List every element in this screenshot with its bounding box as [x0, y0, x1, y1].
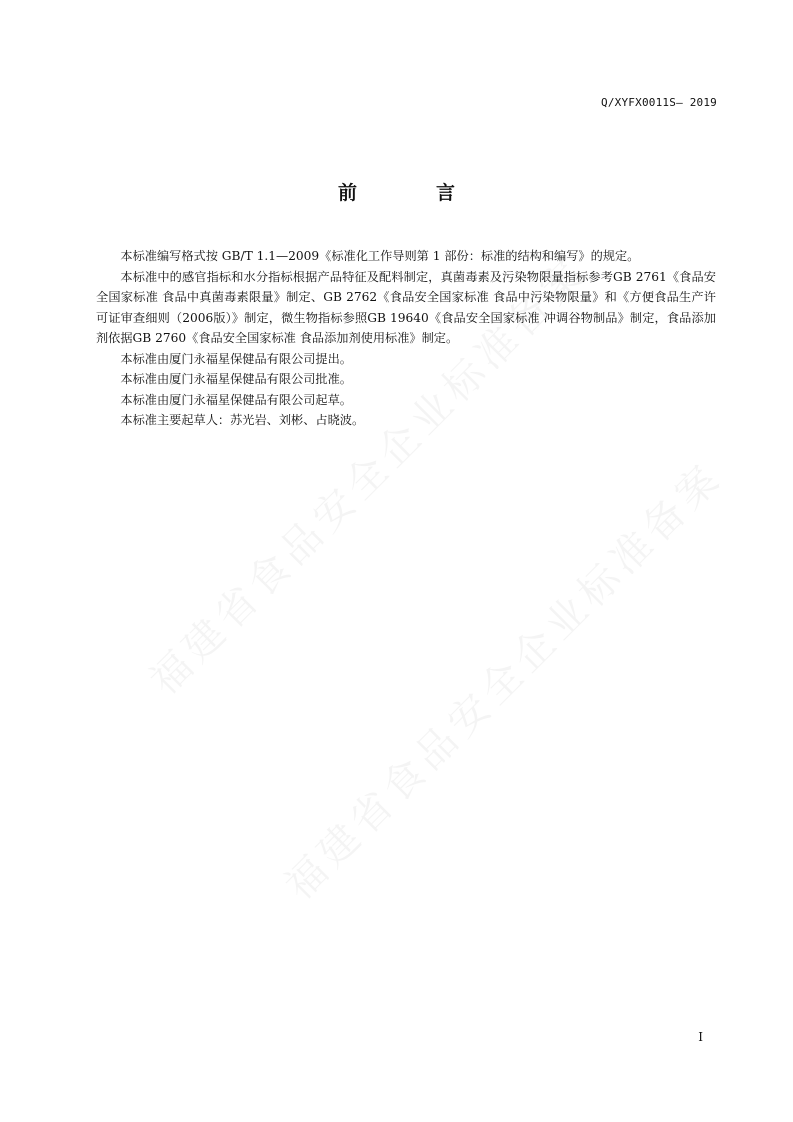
paragraph-indicators: 本标准中的感官指标和水分指标根据产品特征及配料制定，真菌毒素及污染物限量指标参考GB 2761《食品安全国家标准 食品中真菌毒素限量》制定、GB 2762《食品安全国家标准 食品中污染物限量》和《方便食品生产许可证审查细则（2006版）》制定，微生物指标参照GB 19640《食品安全国家标准 冲调谷物制品》制定，食品添加剂依据GB 2760《食品安全国家标准 食品添加剂使用标准》制定。 [96, 269, 716, 345]
paragraph-format: 本标准编写格式按 GB/T 1.1—2009《标准化工作导则第 1 部份：标准的结构和编写》的规定。 [120, 249, 640, 263]
paragraph-approved-by: 本标准由厦门永福星保健品有限公司批准。 [120, 372, 352, 386]
document-code: Q/XYFX0011S— 2019 [601, 96, 717, 109]
paragraph-proposed-by: 本标准由厦门永福星保健品有限公司提出。 [120, 351, 352, 366]
page-number: I [698, 1030, 703, 1044]
watermark-filing-stamp [270, 447, 733, 910]
page-title: 前 言 [337, 182, 485, 204]
foreword-body [96, 246, 716, 431]
paragraph-drafters: 本标准主要起草人：苏光岩、刘彬、占晓波。 [120, 413, 365, 427]
paragraph-drafted-by: 本标准由厦门永福星保健品有限公司起草。 [120, 392, 352, 407]
